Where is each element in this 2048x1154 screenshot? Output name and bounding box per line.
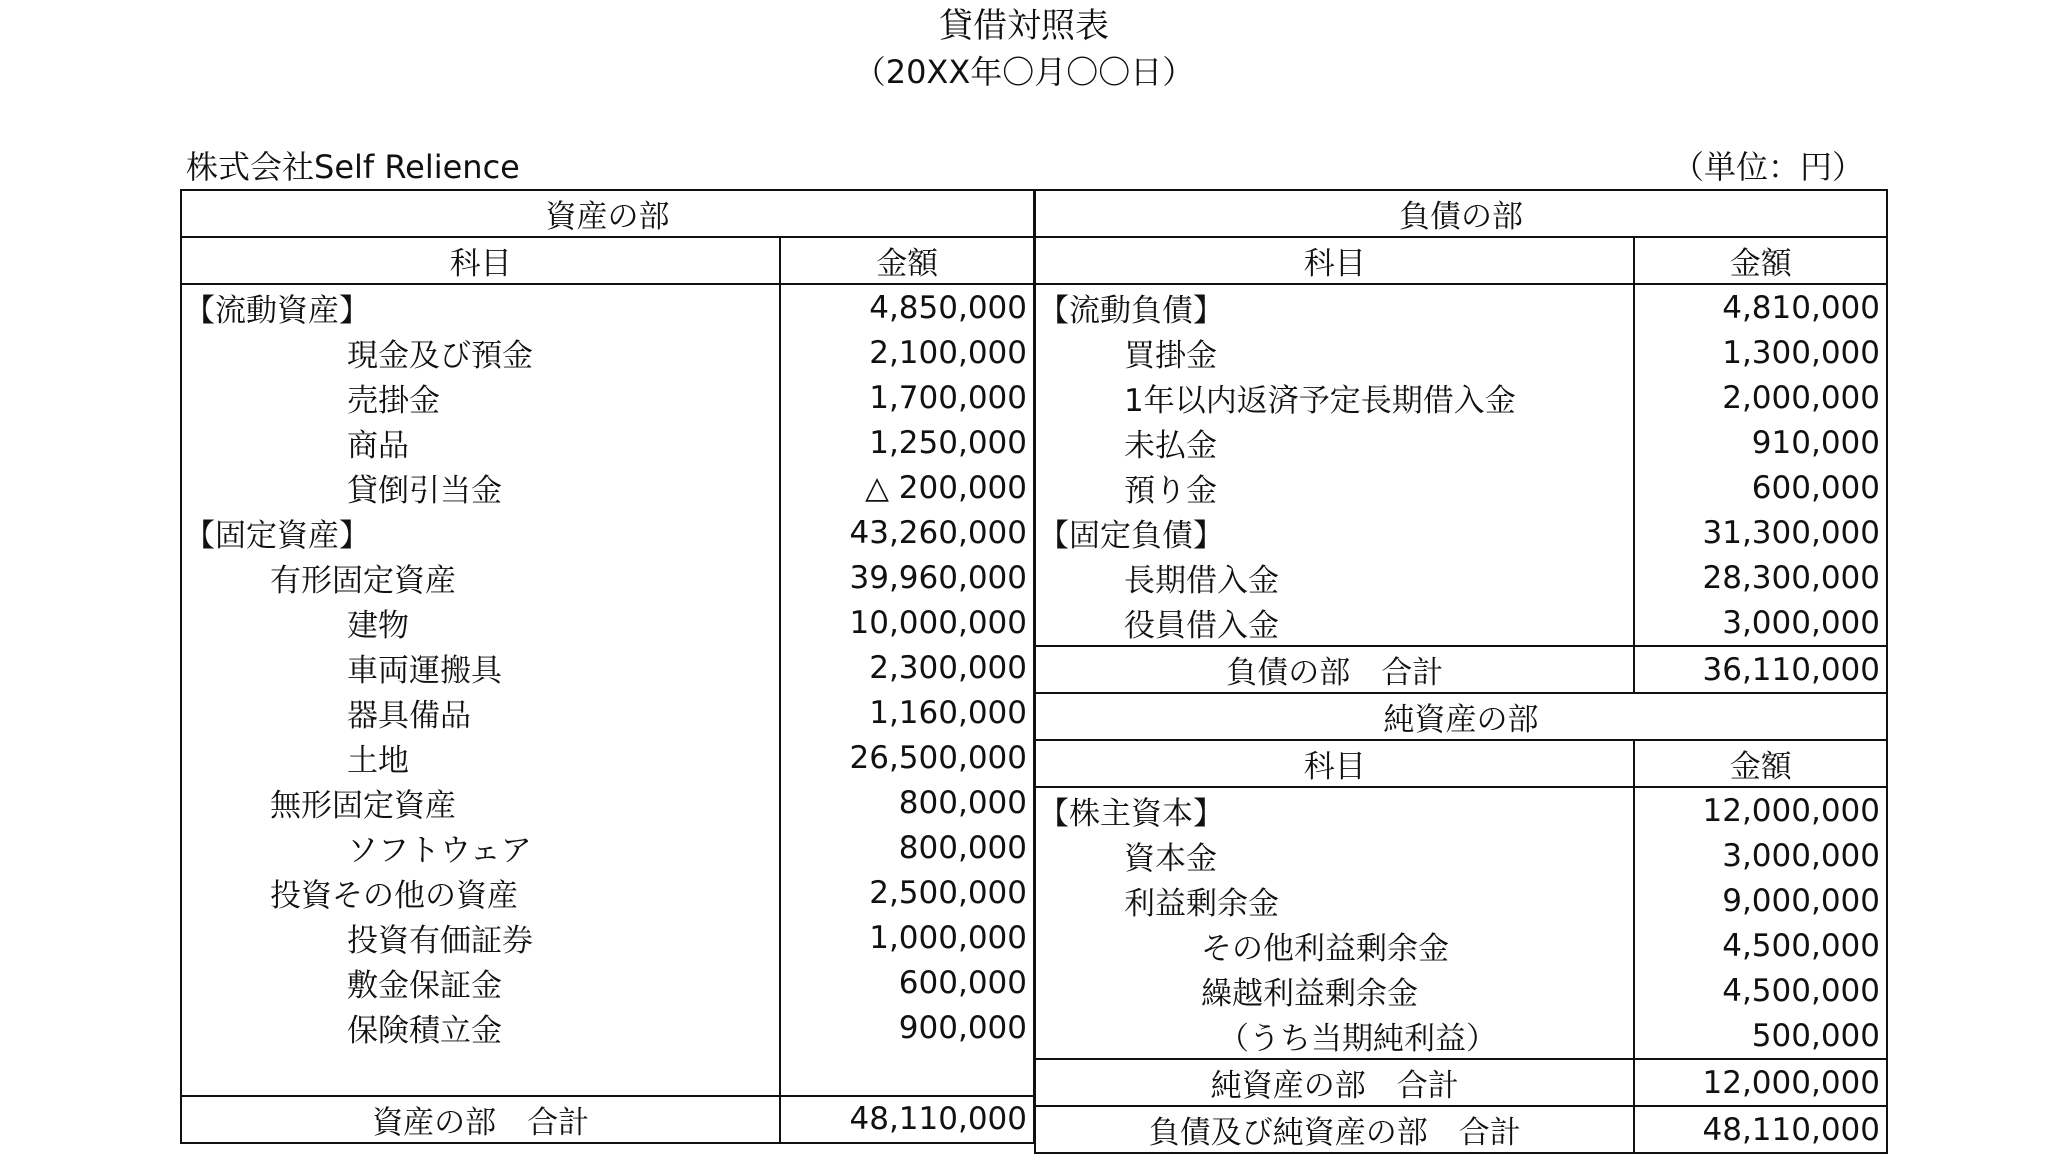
row-amount: 3,000,000 — [1634, 600, 1887, 646]
table-row — [1035, 375, 1887, 420]
row-amount: 800,000 — [780, 780, 1034, 825]
net-assets-total-label: 純資産の部 合計 — [1035, 1059, 1634, 1106]
row-amount: 9,000,000 — [1634, 878, 1887, 923]
liabilities-section-title: 負債の部 — [1035, 190, 1887, 237]
row-label: 投資その他の資産 — [181, 870, 780, 915]
table-row — [181, 960, 1034, 1005]
assets-section-header — [181, 190, 1034, 237]
col-item: 科目 — [1035, 740, 1634, 787]
net-assets-total-row — [1035, 1059, 1887, 1106]
row-label: 貸倒引当金 — [181, 465, 780, 510]
table-row — [1035, 330, 1887, 375]
row-label: 商品 — [181, 420, 780, 465]
table-row — [1035, 600, 1887, 646]
row-label: その他利益剰余金 — [1035, 923, 1634, 968]
assets-section-title: 資産の部 — [181, 190, 1034, 237]
liabilities-column-header — [1035, 237, 1887, 284]
row-label: 役員借入金 — [1035, 600, 1634, 646]
row-amount: 3,000,000 — [1634, 833, 1887, 878]
table-row — [1035, 833, 1887, 878]
row-label: 投資有価証券 — [181, 915, 780, 960]
table-row — [181, 825, 1034, 870]
table-row — [181, 735, 1034, 780]
table-row — [1035, 787, 1887, 833]
col-item: 科目 — [1035, 237, 1634, 284]
row-label: 繰越利益剰余金 — [1035, 968, 1634, 1013]
row-label: 現金及び預金 — [181, 330, 780, 375]
row-amount: 2,000,000 — [1634, 375, 1887, 420]
row-amount: 4,500,000 — [1634, 923, 1887, 968]
row-amount: 2,100,000 — [780, 330, 1034, 375]
table-row — [181, 870, 1034, 915]
net-assets-section-header — [1035, 693, 1887, 740]
row-label: 資本金 — [1035, 833, 1634, 878]
table-row — [181, 330, 1034, 375]
table-row — [1035, 465, 1887, 510]
row-label: 預り金 — [1035, 465, 1634, 510]
row-label: 有形固定資産 — [181, 555, 780, 600]
row-amount: 1,000,000 — [780, 915, 1034, 960]
blank-cell — [181, 1050, 780, 1096]
table-row — [1035, 284, 1887, 330]
row-amount: 31,300,000 — [1634, 510, 1887, 555]
document-title: 貸借対照表 — [939, 6, 1109, 46]
row-amount: 800,000 — [780, 825, 1034, 870]
table-row — [181, 420, 1034, 465]
liabilities-section-header — [1035, 190, 1887, 237]
grand-total-label: 負債及び純資産の部 合計 — [1035, 1106, 1634, 1153]
unit-label: （単位：円） — [1671, 148, 1864, 186]
row-amount: 4,500,000 — [1634, 968, 1887, 1013]
row-amount: 600,000 — [780, 960, 1034, 1005]
col-item: 科目 — [181, 237, 780, 284]
row-amount: 4,850,000 — [780, 284, 1034, 330]
row-label: 1年以内返済予定長期借入金 — [1035, 375, 1634, 420]
row-label: （うち当期純利益） — [1035, 1013, 1634, 1059]
row-label: 車両運搬具 — [181, 645, 780, 690]
row-label: 売掛金 — [181, 375, 780, 420]
liabilities-total-amount: 36,110,000 — [1634, 646, 1887, 693]
col-amount: 金額 — [780, 237, 1034, 284]
row-amount: 900,000 — [780, 1005, 1034, 1050]
assets-total-amount: 48,110,000 — [780, 1096, 1034, 1143]
table-row — [1035, 923, 1887, 968]
assets-column-header — [181, 237, 1034, 284]
blank-cell — [780, 1050, 1034, 1096]
row-label: 【流動負債】 — [1035, 284, 1634, 330]
row-amount: 1,700,000 — [780, 375, 1034, 420]
row-label: 買掛金 — [1035, 330, 1634, 375]
row-amount: 2,500,000 — [780, 870, 1034, 915]
row-label: 無形固定資産 — [181, 780, 780, 825]
row-label: 【固定負債】 — [1035, 510, 1634, 555]
row-amount: 1,300,000 — [1634, 330, 1887, 375]
row-amount: 910,000 — [1634, 420, 1887, 465]
table-row — [181, 284, 1034, 330]
col-amount: 金額 — [1634, 237, 1887, 284]
net-assets-section-title: 純資産の部 — [1035, 693, 1887, 740]
liabilities-net-assets-table — [1034, 189, 1888, 1154]
row-label: 【流動資産】 — [181, 284, 780, 330]
assets-total-label: 資産の部 合計 — [181, 1096, 780, 1143]
table-row — [1035, 510, 1887, 555]
table-row — [1035, 420, 1887, 465]
row-amount: 600,000 — [1634, 465, 1887, 510]
table-row — [181, 915, 1034, 960]
row-label: ソフトウェア — [181, 825, 780, 870]
row-amount: 2,300,000 — [780, 645, 1034, 690]
liabilities-total-label: 負債の部 合計 — [1035, 646, 1634, 693]
company-name: 株式会社Self Relience — [186, 148, 520, 186]
table-row — [181, 375, 1034, 420]
table-row — [181, 780, 1034, 825]
row-amount: 1,160,000 — [780, 690, 1034, 735]
row-amount: 1,250,000 — [780, 420, 1034, 465]
row-label: 保険積立金 — [181, 1005, 780, 1050]
table-row — [181, 1005, 1034, 1050]
row-label: 未払金 — [1035, 420, 1634, 465]
grand-total-row — [1035, 1106, 1887, 1153]
row-label: 利益剰余金 — [1035, 878, 1634, 923]
table-row — [1035, 1013, 1887, 1059]
row-amount: 500,000 — [1634, 1013, 1887, 1059]
table-row — [181, 555, 1034, 600]
row-amount: 10,000,000 — [780, 600, 1034, 645]
blank-row — [181, 1050, 1034, 1096]
row-label: 建物 — [181, 600, 780, 645]
col-amount: 金額 — [1634, 740, 1887, 787]
table-row — [181, 690, 1034, 735]
row-amount: 4,810,000 — [1634, 284, 1887, 330]
document-date: （20XX年〇月〇〇日） — [853, 53, 1195, 91]
assets-total-row — [181, 1096, 1034, 1143]
table-row — [1035, 968, 1887, 1013]
row-amount: 43,260,000 — [780, 510, 1034, 555]
row-amount: 26,500,000 — [780, 735, 1034, 780]
row-amount: 39,960,000 — [780, 555, 1034, 600]
table-row — [1035, 878, 1887, 923]
table-row — [181, 645, 1034, 690]
row-amount: 12,000,000 — [1634, 787, 1887, 833]
table-row — [1035, 555, 1887, 600]
row-label: 【株主資本】 — [1035, 787, 1634, 833]
row-label: 器具備品 — [181, 690, 780, 735]
net-assets-total-amount: 12,000,000 — [1634, 1059, 1887, 1106]
liabilities-total-row — [1035, 646, 1887, 693]
row-label: 土地 — [181, 735, 780, 780]
grand-total-amount: 48,110,000 — [1634, 1106, 1887, 1153]
assets-table — [180, 189, 1035, 1144]
row-label: 敷金保証金 — [181, 960, 780, 1005]
table-row — [181, 465, 1034, 510]
row-amount: △ 200,000 — [780, 465, 1034, 510]
table-row — [181, 600, 1034, 645]
table-row — [181, 510, 1034, 555]
row-amount: 28,300,000 — [1634, 555, 1887, 600]
row-label: 長期借入金 — [1035, 555, 1634, 600]
row-label: 【固定資産】 — [181, 510, 780, 555]
net-assets-column-header — [1035, 740, 1887, 787]
